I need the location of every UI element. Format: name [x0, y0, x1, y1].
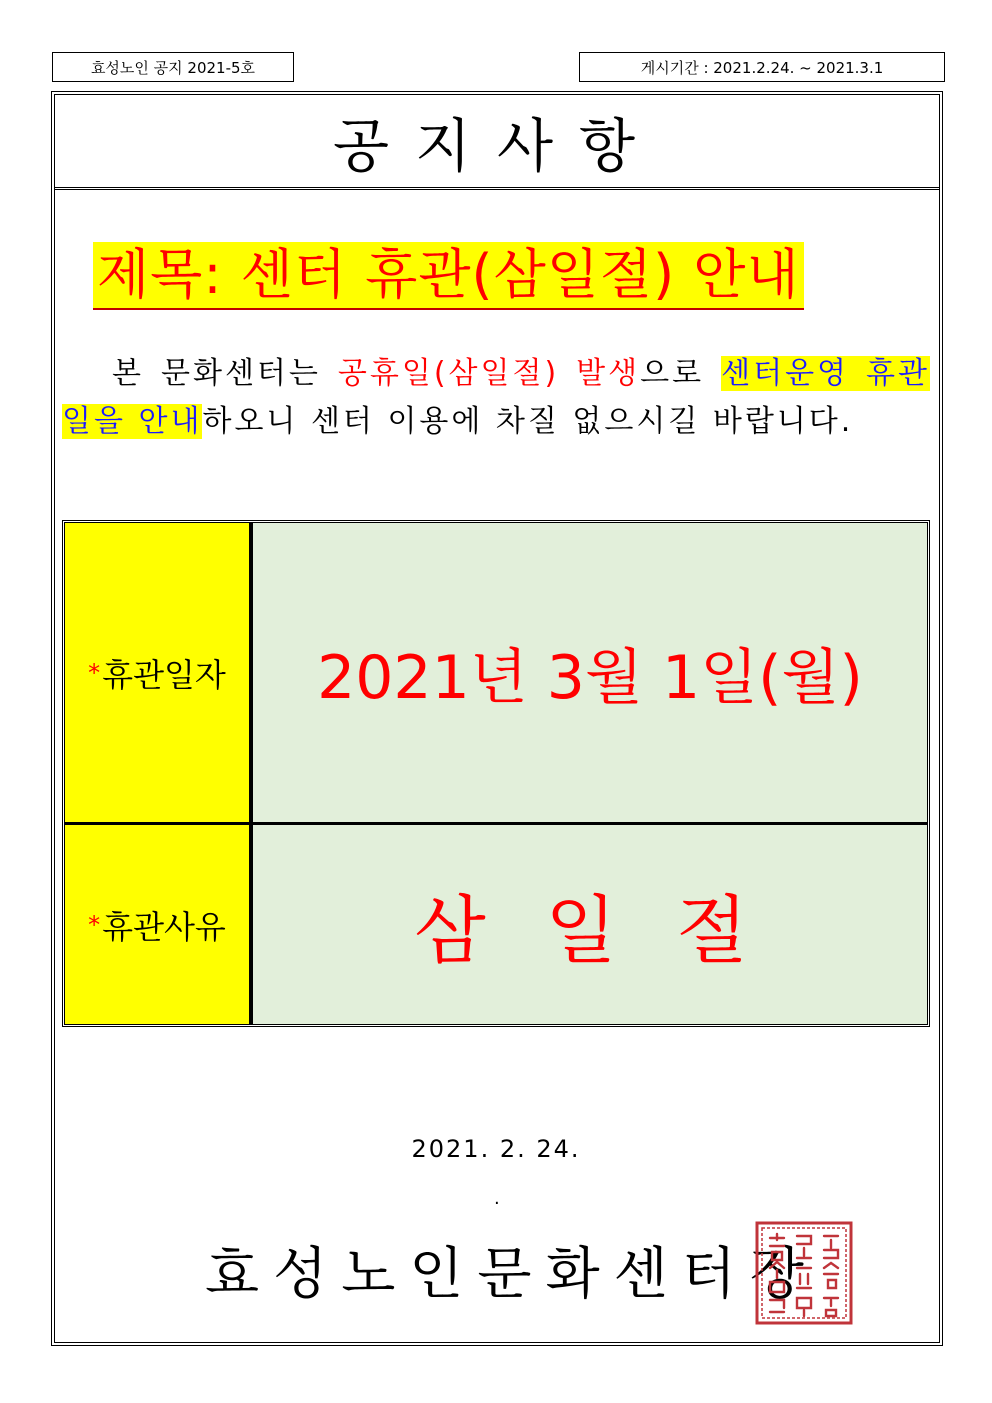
body-text-5: 하오니 센터 이용에 차질 없으시길 바랍니다.: [202, 404, 854, 439]
closure-date-value-cell: [253, 523, 927, 822]
closure-table: [62, 520, 930, 1027]
closure-reason-value: 삼 일 절: [414, 887, 766, 974]
closure-reason-label: 휴관사유: [102, 907, 226, 946]
body-text-3: 으로: [640, 356, 722, 391]
closure-date-label: 휴관일자: [102, 655, 226, 694]
body-paragraph: [62, 350, 930, 446]
closure-reason-value-cell: [253, 825, 927, 1024]
official-seal-stamp: [754, 1220, 854, 1326]
column-divider: [249, 523, 253, 1024]
body-highlight-text: 센터운영 휴관일을 안내: [62, 356, 930, 439]
page-title: [54, 94, 940, 190]
row-divider: [65, 822, 927, 825]
closure-date-label-cell: [65, 523, 249, 822]
notice-number: 효성노인 공지 2021-5호: [90, 58, 256, 77]
posting-period-box: [579, 52, 945, 82]
subject-heading: 제목: 센터 휴관(삼일절) 안내: [93, 242, 804, 310]
issue-date: 2021. 2. 24.: [411, 1135, 581, 1163]
body-holiday-text: 공휴일(삼일절) 발생: [337, 356, 641, 391]
organization-name: 효성노인문화센터장: [205, 1242, 818, 1307]
body-text-1: 본 문화센터는: [112, 356, 338, 391]
posting-period: 게시기간 : 2021.2.24. ~ 2021.3.1: [640, 58, 884, 77]
star-icon: *: [88, 910, 101, 939]
notice-number-box: [52, 52, 294, 82]
separator-dot: .: [494, 1188, 500, 1209]
closure-date-value: 2021년 3월 1일(월): [317, 642, 863, 713]
title-text: 공지사항: [332, 111, 662, 180]
star-icon: *: [88, 658, 101, 687]
closure-reason-label-cell: [65, 825, 249, 1024]
